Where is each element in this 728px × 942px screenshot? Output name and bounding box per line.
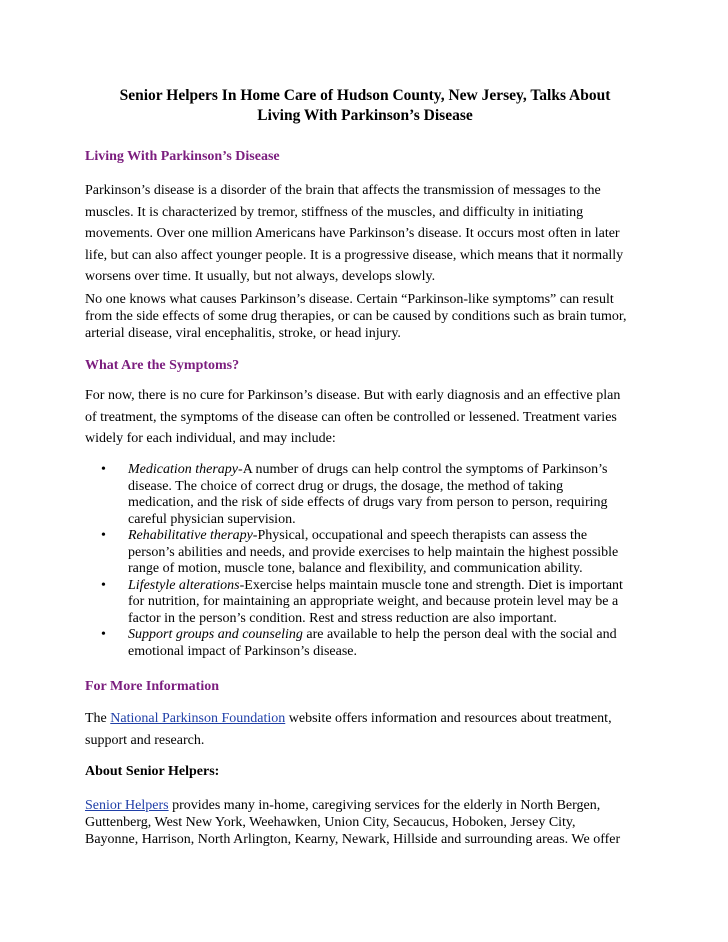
section-heading-symptoms: What Are the Symptoms?: [85, 358, 240, 373]
text-line: person’s abilities and needs, and provide exercises to help maintain the highest possible: [128, 544, 619, 560]
text-line: factor in the person’s condition. Rest and stress reduction are also important.: [128, 610, 557, 626]
text-line: Parkinson’s disease is a disorder of the brain that affects the transmission of messages to the: [85, 183, 601, 198]
list-item: [85, 528, 645, 578]
paragraph-more-info: [85, 708, 645, 751]
text-line: life, but can also affect younger people. It is a progressive disease, which means that it normally: [85, 247, 624, 263]
paragraph-about: [85, 797, 645, 848]
list-item-text: A number of drugs can help control the symptoms of Parkinson’s: [242, 462, 608, 477]
text-line: arterial disease, viral encephalitis, stroke, or head injury.: [85, 326, 401, 341]
document-title: [85, 86, 645, 126]
list-item: [85, 578, 645, 628]
paragraph-causes: [85, 291, 645, 342]
list-item-text: Physical, occupational and speech therapists can assess the: [257, 528, 588, 543]
text-line: from the side effects of some drug therapies, or can be caused by conditions such as brain tumor,: [85, 309, 627, 324]
list-item-term: Rehabilitative therapy-: [128, 528, 258, 543]
text-line: careful physician supervision.: [128, 511, 296, 527]
text-line: worsens over time. It usually, but not always, develops slowly.: [85, 269, 436, 284]
national-parkinson-foundation-link[interactable]: National Parkinson Foundation: [110, 711, 286, 726]
paragraph-treatment: [85, 385, 645, 450]
list-item: [85, 462, 645, 528]
list-item-term: Lifestyle alterations-: [128, 577, 245, 593]
text-line: Bayonne, Harrison, North Arlington, Kearny, Newark, Hillside and surrounding areas. We offer: [85, 832, 621, 847]
text-line: for nutrition, for maintaining an appropriate weight, and because protein level may be a: [128, 594, 619, 609]
text-fragment: The: [85, 711, 111, 726]
text-line: support and research.: [85, 732, 205, 748]
text-line: disease. The choice of correct drug or drugs, the dosage, the method of taking: [128, 478, 564, 494]
paragraph-intro: [85, 180, 645, 288]
text-line: For now, there is no cure for Parkinson’s disease. But with early diagnosis and an effective plan: [85, 388, 621, 403]
bullet-icon: •: [101, 577, 106, 593]
list-item-term: Support groups and counseling: [128, 627, 303, 642]
list-item-text: are available to help the person deal with the social and: [302, 627, 617, 642]
text-line: No one knows what causes Parkinson’s disease. Certain “Parkinson-like symptoms” can result: [85, 292, 614, 307]
title-line-2: Living With Parkinson’s Disease: [257, 107, 473, 124]
text-fragment: website offers information and resources about treatment,: [285, 711, 612, 726]
treatment-list: [85, 462, 645, 660]
section-heading-more-info: For More Information: [85, 679, 220, 694]
bullet-icon: •: [101, 627, 106, 642]
title-line-1: Senior Helpers In Home Care of Hudson County, New Jersey, Talks About: [119, 87, 611, 104]
text-line: Guttenberg, West New York, Weehawken, Union City, Secaucus, Hoboken, Jersey City,: [85, 815, 576, 830]
list-item-term: Medication therapy-: [128, 462, 243, 477]
text-fragment: provides many in-home, caregiving services for the elderly in North Bergen,: [168, 798, 601, 813]
text-line: movements. Over one million Americans have Parkinson’s disease. It occurs most often in later: [85, 226, 620, 241]
list-item-text: Exercise helps maintain muscle tone and strength. Diet is important: [244, 577, 623, 593]
senior-helpers-link[interactable]: Senior Helpers: [85, 798, 169, 813]
bullet-icon: •: [101, 528, 106, 543]
text-line: muscles. It is characterized by tremor, stiffness of the muscles, and difficulty in initiating: [85, 204, 584, 220]
text-line: medication, and the risk of side effects of drugs vary from person to person, requiring: [128, 495, 608, 510]
section-heading-living: Living With Parkinson’s Disease: [85, 149, 280, 164]
section-heading-about: About Senior Helpers:: [85, 764, 220, 779]
text-line: widely for each individual, and may include:: [85, 431, 336, 446]
text-line: range of motion, muscle tone, balance and flexibility, and communication ability.: [128, 561, 583, 576]
bullet-icon: •: [101, 462, 106, 477]
list-item: [85, 627, 645, 660]
text-line: emotional impact of Parkinson’s disease.: [128, 643, 358, 659]
text-line: of treatment, the symptoms of the disease can often be controlled or lessened. Treatment varies: [85, 409, 617, 425]
